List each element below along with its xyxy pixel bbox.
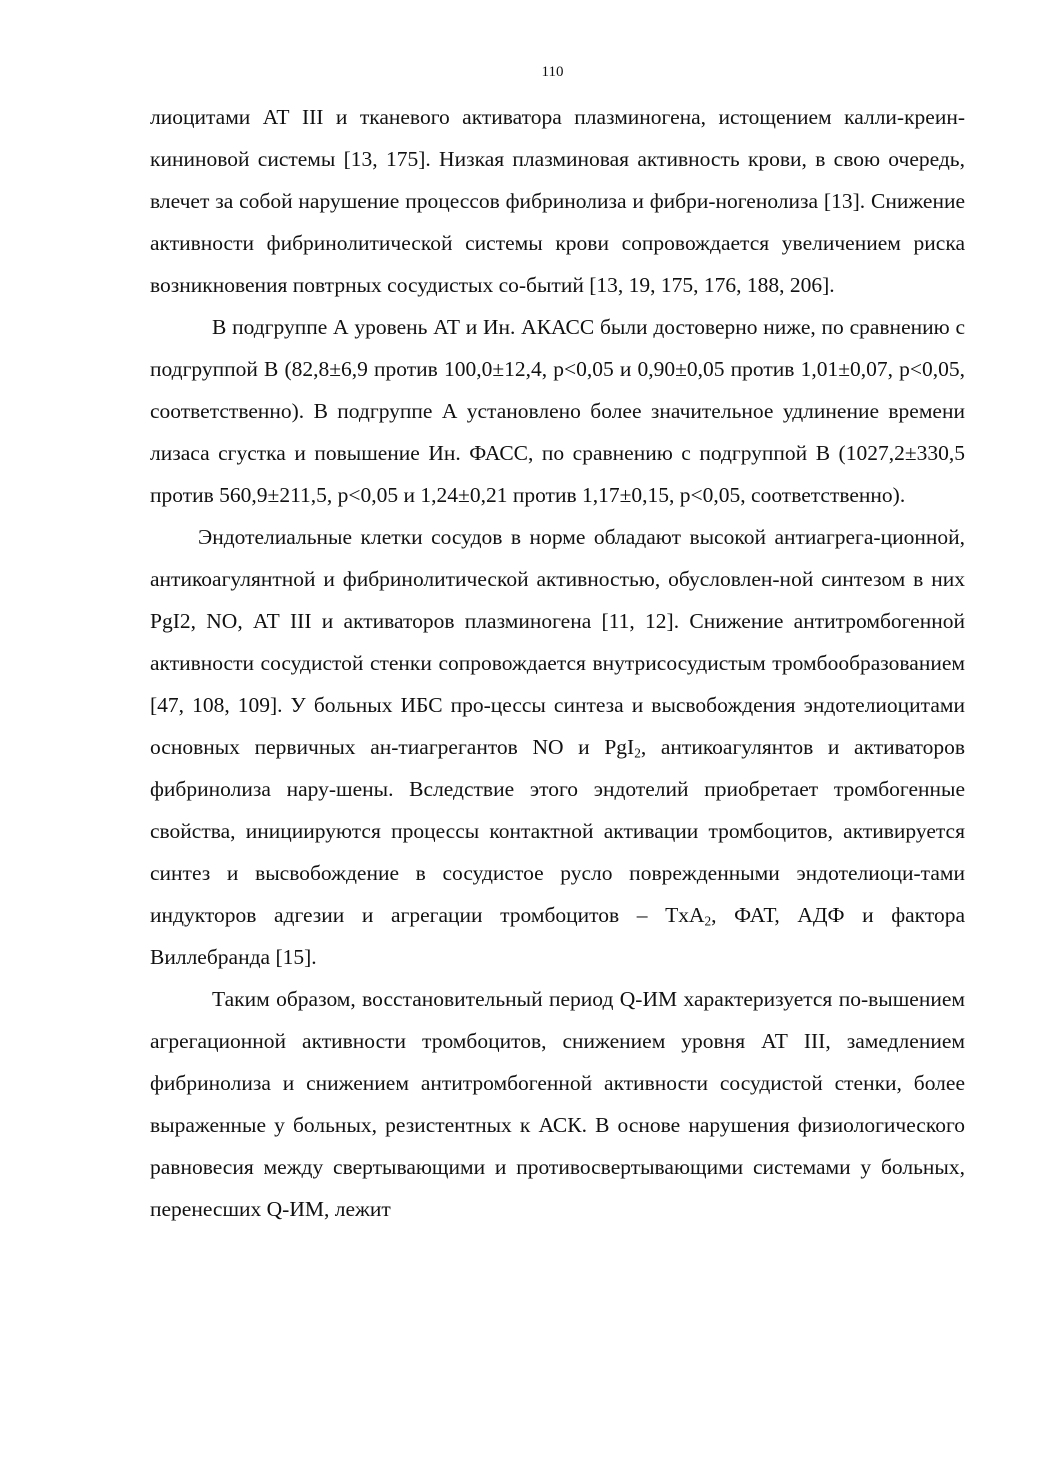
- page-number: 110: [541, 64, 564, 80]
- paragraph-text: Эндотелиальные клетки сосудов в норме обладают высокой антиагрега-ционной, антикоагулянтной и фибринолитической активностью, обусловлен-ной синтезом в них PgI2, NO, АТ III и активаторов плазминогена [11, 12]. Снижение антитромбогенной активности сосудистой стенки сопровождается внутрисосудистым тромбообразованием [47, 108, 109]. У больных ИБС про-цессы синтеза и высвобождения эндотелиоцитами основных первичных ан-тиагрегантов NO и PgI: [150, 525, 965, 759]
- paragraph-text: , ФАТ, АДФ и фактора Виллебранда [15].: [150, 903, 965, 969]
- paragraph-conclusion: Таким образом, восстановительный период Q-ИМ характеризуется по-вышением агрегационной активности тромбоцитов, снижением уровня АТ III, замедлением фибринолиза и снижением антитромбогенной активности сосудистой стенки, более выраженные у больных, резистентных к АСК. В основе нарушения физиологического равновесия между свертывающими и противосвертывающими системами у больных, перенесших Q-ИМ, лежит: [150, 987, 965, 1221]
- paragraph-text: , антикоагулянтов и активаторов фибринолиза нару-шены. Вследствие этого эндотелий приобретает тромбогенные свойства, инициируются процессы контактной активации тромбоцитов, активируется синтез и высвобождение в сосудистое русло поврежденными эндотелиоци-тами индукторов адгезии и агрегации тромбоцитов – TxA: [150, 735, 965, 927]
- document-body: [150, 96, 965, 1230]
- paragraph-endothelial-cells: [150, 516, 965, 978]
- paragraph-subgroup-comparison: В подгруппе А уровень АТ и Ин. АКАСС были достоверно ниже, по сравнению с подгруппой В (82,8±6,9 против 100,0±12,4, p<0,05 и 0,90±0,05 против 1,01±0,07, p<0,05, соответственно). В подгруппе А установлено более значительное удлинение времени лизаса сгустка и повышение Ин. ФАСС, по сравнению с подгруппой В (1027,2±330,5 против 560,9±211,5, p<0,05 и 1,24±0,21 против 1,17±0,15, p<0,05, соответственно).: [150, 315, 965, 507]
- subscript: 2: [704, 913, 712, 929]
- paragraph-continuation: лиоцитами АТ III и тканевого активатора плазминогена, истощением калли-креин-кининовой системы [13, 175]. Низкая плазминовая активность крови, в свою очередь, влечет за собой нарушение процессов фибринолиза и фибри-ногенолиза [13]. Снижение активности фибринолитической системы крови сопровождается увеличением риска возникновения повтрных сосудистых со-бытий [13, 19, 175, 176, 188, 206].: [150, 105, 965, 297]
- subscript: 2: [634, 745, 641, 761]
